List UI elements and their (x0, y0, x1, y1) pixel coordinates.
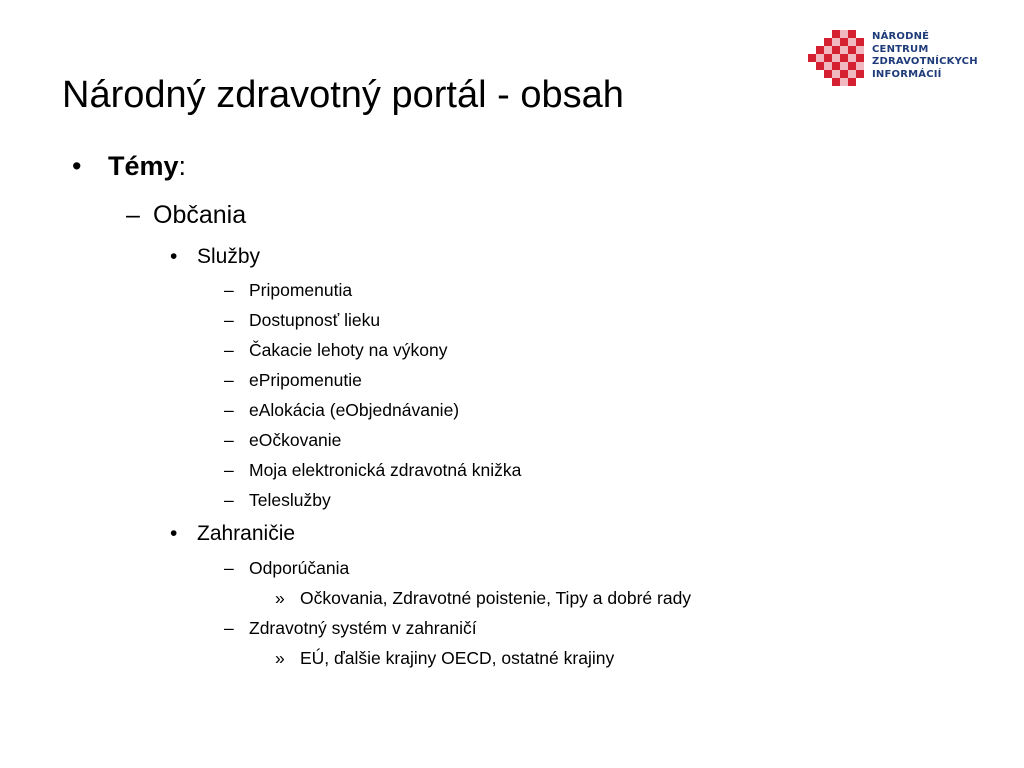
topic-heading-colon: : (178, 151, 187, 181)
list-subitem: Očkovania, Zdravotné poistenie, Tipy a dobré rady (300, 588, 692, 608)
subsection-sluzby: Služby (197, 245, 261, 268)
dash-marker: – (224, 430, 234, 450)
list-item: Čakacie lehoty na výkony (249, 340, 448, 360)
slide-title: Národný zdravotný portál - obsah (62, 74, 624, 116)
dash-marker: – (224, 280, 234, 300)
list-subitem: EÚ, ďalšie krajiny OECD, ostatné krajiny (300, 648, 615, 668)
dash-marker: – (224, 490, 234, 510)
list-item: Moja elektronická zdravotná knižka (249, 460, 522, 480)
logo-line: ZDRAVOTNÍCKYCH (872, 56, 978, 67)
dash-marker: – (126, 201, 140, 229)
dash-marker: – (224, 400, 234, 420)
dash-marker: – (224, 460, 234, 480)
dash-marker: – (224, 340, 234, 360)
list-item: Odporúčania (249, 558, 350, 578)
topic-heading-label: Témy (108, 151, 179, 181)
list-item: Teleslužby (249, 490, 331, 510)
list-item: Zdravotný systém v zahraničí (249, 618, 477, 638)
bullet-marker: • (170, 522, 178, 545)
logo-line: CENTRUM (872, 43, 929, 55)
dash-marker: – (224, 618, 234, 638)
logo-line: INFORMÁCIÍ (872, 68, 942, 80)
dash-marker: – (224, 370, 234, 390)
list-item: ePripomenutie (249, 370, 362, 390)
list-item: Pripomenutia (249, 280, 353, 300)
bullet-marker: • (170, 245, 178, 268)
nczi-logo-text (872, 31, 978, 81)
list-item: Dostupnosť lieku (249, 310, 381, 330)
dash-marker: – (224, 558, 234, 578)
dash-marker: – (224, 310, 234, 330)
subsection-zahranicie: Zahraničie (197, 522, 296, 545)
section-obcania: Občania (153, 201, 247, 229)
topic-heading (108, 150, 186, 182)
nczi-logo (808, 30, 1008, 88)
list-item: eAlokácia (eObjednávanie) (249, 400, 460, 420)
nczi-logo-mark (808, 30, 868, 86)
logo-line: NÁRODNÉ (872, 31, 930, 42)
list-item: eOčkovanie (249, 430, 342, 450)
raquo-marker: » (275, 588, 285, 608)
bullet-marker: • (72, 151, 82, 181)
raquo-marker: » (275, 648, 285, 668)
